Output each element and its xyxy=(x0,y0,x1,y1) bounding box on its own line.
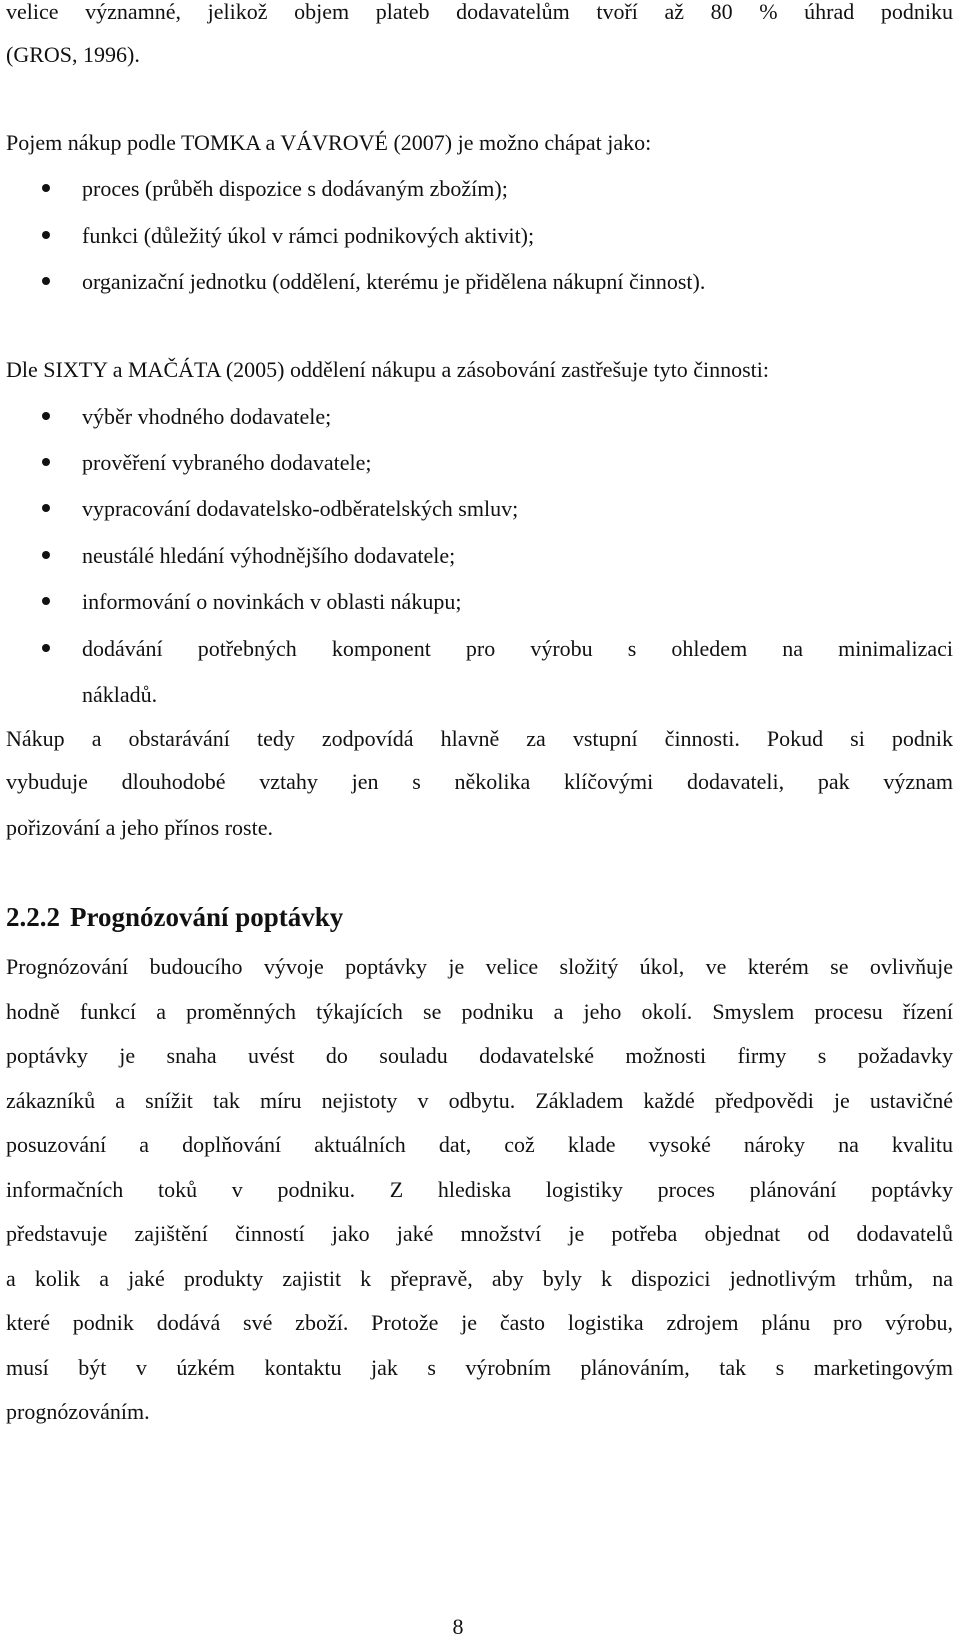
list-item-text: dodávání potřebných komponent pro výrobu s ohledem na minimalizaci xyxy=(82,636,953,661)
intro-line: (GROS, 1996). xyxy=(6,42,140,67)
bullet-icon xyxy=(42,551,50,559)
list-item xyxy=(0,448,960,478)
list-item-text: organizační jednotku (oddělení, kterému je přidělena nákupní činnost). xyxy=(82,269,706,294)
bullet-icon xyxy=(42,231,50,239)
purchase-definition-lead: Pojem nákup podle TOMKA a VÁVROVÉ (2007) je možno chápat jako: xyxy=(6,130,652,155)
list-item xyxy=(0,402,960,432)
bullet-icon xyxy=(42,412,50,420)
section-title: Prognózování poptávky xyxy=(70,902,344,932)
list-item xyxy=(0,541,960,571)
paragraph-line: a kolik a jaké produkty zajistit k přepravě, aby byly k dispozici jednotlivým trhům, na xyxy=(6,1266,953,1291)
intro-line: velice významné, jelikož objem plateb dodavatelům tvoří až 80 % úhrad podniku xyxy=(6,0,953,24)
list-item xyxy=(0,267,960,297)
department-activities-lead: Dle SIXTY a MAČÁTA (2005) oddělení nákupu a zásobování zastřešuje tyto činnosti: xyxy=(6,357,769,382)
list-item-text: informování o novinkách v oblasti nákupu; xyxy=(82,589,462,614)
paragraph-line: které podnik dodává své zboží. Protože je často logistika zdrojem plánu pro výrobu, xyxy=(6,1310,953,1335)
section-number: 2.2.2 xyxy=(6,902,60,932)
list-item-text: funkci (důležitý úkol v rámci podnikových aktivit); xyxy=(82,223,535,248)
list-item-text: prověření vybraného dodavatele; xyxy=(82,450,372,475)
list-item-text: neustálé hledání výhodnějšího dodavatele; xyxy=(82,543,456,568)
paragraph-line: hodně funkcí a proměnných týkajících se podniku a jeho okolí. Smyslem procesu řízení xyxy=(6,999,953,1024)
list-item xyxy=(0,587,960,617)
list-item-continuation: nákladů. xyxy=(82,682,158,707)
paragraph-line: musí být v úzkém kontaktu jak s výrobním plánováním, tak s marketingovým xyxy=(6,1355,953,1380)
paragraph-line: vybuduje dlouhodobé vztahy jen s několika klíčovými dodavateli, pak význam xyxy=(6,769,953,794)
section-heading xyxy=(6,900,343,934)
paragraph-line: informačních toků v podniku. Z hlediska logistiky proces plánování poptávky xyxy=(6,1177,953,1202)
page-number: 8 xyxy=(452,1614,464,1639)
list-item xyxy=(0,634,960,664)
bullet-icon xyxy=(42,504,50,512)
paragraph-line: zákazníků a snížit tak míru nejistoty v odbytu. Základem každé předpovědi je ustavičné xyxy=(6,1088,953,1113)
paragraph-line: Nákup a obstarávání tedy zodpovídá hlavně za vstupní činnosti. Pokud si podnik xyxy=(6,726,953,751)
paragraph-line: posuzování a doplňování aktuálních dat, což klade vysoké nároky na kvalitu xyxy=(6,1132,953,1157)
bullet-icon xyxy=(42,458,50,466)
paragraph-line: pořizování a jeho přínos roste. xyxy=(6,815,273,840)
paragraph-line: Prognózování budoucího vývoje poptávky je velice složitý úkol, ve kterém se ovlivňuje xyxy=(6,954,953,979)
bullet-icon xyxy=(42,644,50,652)
bullet-icon xyxy=(42,277,50,285)
paragraph-line: prognózováním. xyxy=(6,1399,150,1424)
list-item-text: vypracování dodavatelsko-odběratelských smluv; xyxy=(82,496,519,521)
bullet-icon xyxy=(42,184,50,192)
list-item xyxy=(0,174,960,204)
paragraph-line: představuje zajištění činností jako jaké množství je potřeba objednat od dodavatelů xyxy=(6,1221,953,1246)
paragraph-line: poptávky je snaha uvést do souladu dodavatelské možnosti firmy s požadavky xyxy=(6,1043,953,1068)
list-item-text: proces (průběh dispozice s dodávaným zbožím); xyxy=(82,176,508,201)
list-item xyxy=(0,494,960,524)
bullet-icon xyxy=(42,597,50,605)
list-item xyxy=(0,221,960,251)
list-item-text: výběr vhodného dodavatele; xyxy=(82,404,332,429)
